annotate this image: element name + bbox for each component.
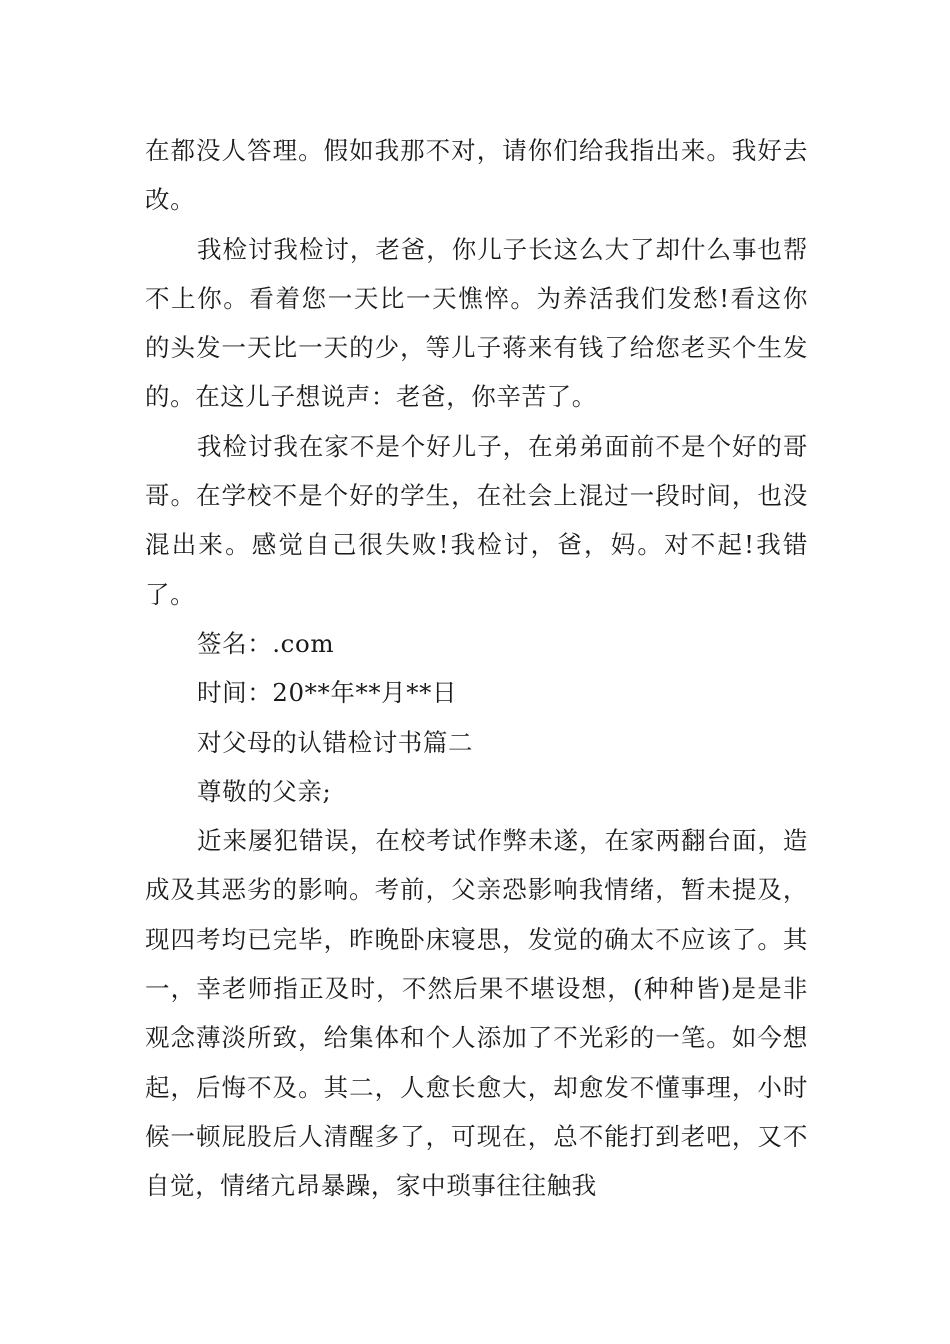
section-title: 对父母的认错检讨书篇二 [197, 727, 474, 757]
signature-line: 签名：.com [197, 628, 335, 658]
paragraph-apology-father: 我检讨我检讨，老爸，你儿子长这么大了却什么事也帮不上你。看着您一天比一天憔悴。为养活我们发愁!看这你的头发一天比一天的少，等儿子蒋来有钱了给您老买个生发的。在这儿子想说声：老爸，你辛苦了。 [145, 234, 808, 412]
salutation: 尊敬的父亲; [197, 776, 332, 806]
letter-body: 近来屡犯错误，在校考试作弊未遂，在家两翻台面，造成及其恶劣的影响。考前，父亲恐影响我情绪，暂未提及，现四考均已完毕，昨晚卧床寝思，发觉的确太不应该了。其一，幸老师指正及时，不然后果不堪设想，(种种皆)是是非观念薄淡所致，给集体和个人添加了不光彩的一笔。如今想起，后悔不及。其二，人愈长愈大，却愈发不懂事理，小时候一顿屁股后人清醒多了，可现在，总不能打到老吧，又不自觉，情绪亢昂暴躁，家中琐事往往触我 [145, 826, 808, 1201]
paragraph-apology-family: 我检讨我在家不是个好儿子，在弟弟面前不是个好的哥哥。在学校不是个好的学生，在社会上混过一段时间，也没混出来。感觉自己很失败!我检讨，爸，妈。对不起!我错了。 [145, 431, 808, 609]
paragraph-continued: 在都没人答理。假如我那不对，请你们给我指出来。我好去改。 [145, 136, 808, 215]
document-page [145, 126, 808, 1211]
date-line: 时间：20**年**月**日 [197, 678, 458, 708]
